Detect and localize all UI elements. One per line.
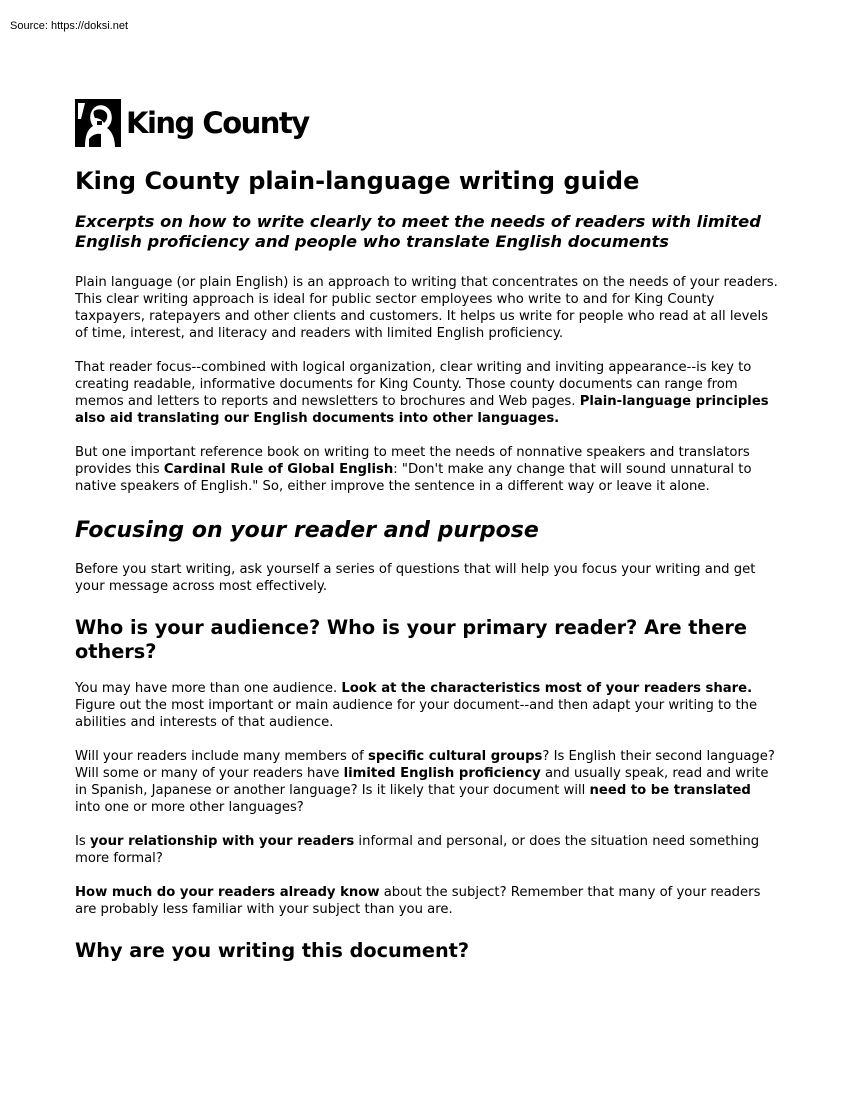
audience-paragraph-3 bbox=[75, 833, 780, 867]
audience-paragraph-1 bbox=[75, 680, 780, 731]
logo-text: King County bbox=[126, 106, 309, 140]
text-run: That reader focus--combined with logical organization, clear writing and inviting appearance--is key to creating readable, informative documents for King County. Those county documents can range from memos and letters to reports and newsletters to brochures and Web pages. bbox=[75, 360, 752, 409]
text-run: into one or more other languages? bbox=[75, 800, 304, 815]
bold-text-run: Look at the characteristics most of your readers share. bbox=[341, 681, 753, 696]
section-heading-audience: Who is your audience? Who is your primary reader? Are there others? bbox=[75, 616, 747, 663]
text-run: and usually speak, read and write in Spanish, Japanese or another language? Is it likely that your document will bbox=[75, 766, 769, 798]
bold-text-run: limited English proficiency bbox=[343, 766, 541, 781]
bold-text-run: need to be translated bbox=[589, 783, 751, 798]
text-run: You may have more than one audience. bbox=[75, 681, 342, 696]
text-run: Is bbox=[75, 834, 90, 849]
intro-paragraph-3 bbox=[75, 444, 780, 495]
bold-text-run: Cardinal Rule of Global English bbox=[163, 462, 394, 477]
bold-text-run: How much do your readers already know bbox=[75, 885, 380, 900]
text-run: Figure out the most important or main audience for your document--and then adapt your writing to the abilities and interests of that audience. bbox=[75, 698, 758, 730]
source-note: Source: https://doksi.net bbox=[10, 20, 129, 32]
king-county-portrait-logo-icon bbox=[75, 99, 121, 147]
king-county-logo bbox=[75, 98, 780, 148]
section-heading-reader-purpose: Focusing on your reader and purpose bbox=[75, 518, 539, 543]
text-run: about the subject? Remember that many of your readers are probably less familiar with your subject than you are. bbox=[75, 885, 761, 917]
section-heading-why-writing: Why are you writing this document? bbox=[75, 939, 470, 962]
audience-paragraph-2 bbox=[75, 748, 780, 816]
text-run: : "Don't make any change that will sound unnatural to native speakers of English." So, either improve the sentence in a different way or leave it alone. bbox=[75, 462, 752, 494]
bold-text-run: your relationship with your readers bbox=[89, 834, 355, 849]
page-subtitle: Excerpts on how to write clearly to meet the needs of readers with limited English proficiency and people who translate English documents bbox=[75, 212, 761, 251]
intro-paragraph-2 bbox=[75, 359, 780, 427]
text-run: But one important reference book on writing to meet the needs of nonnative speakers and translators provides this bbox=[75, 445, 750, 477]
text-run: Will your readers include many members of bbox=[75, 749, 369, 764]
audience-paragraph-4 bbox=[75, 884, 780, 918]
bold-text-run: Plain-language principles also aid translating our English documents into other languages. bbox=[75, 394, 769, 426]
section-1-paragraph: Before you start writing, ask yourself a series of questions that will help you focus your writing and get your message across most effectively. bbox=[75, 562, 756, 594]
document-page bbox=[75, 98, 780, 963]
bold-text-run: specific cultural groups bbox=[368, 749, 543, 764]
intro-paragraph-1: Plain language (or plain English) is an approach to writing that concentrates on the needs of your readers. This clear writing approach is ideal for public sector employees who write to and for King County taxpayers, ratepayers and other clients and customers. It helps us write for people who read at all levels of time, interest, and literacy and readers with limited English proficiency. bbox=[75, 275, 778, 341]
text-run: ? Is English their second language? Will some or many of your readers have bbox=[75, 749, 775, 781]
text-run: informal and personal, or does the situation need something more formal? bbox=[75, 834, 760, 866]
page-title: King County plain-language writing guide bbox=[75, 167, 640, 195]
